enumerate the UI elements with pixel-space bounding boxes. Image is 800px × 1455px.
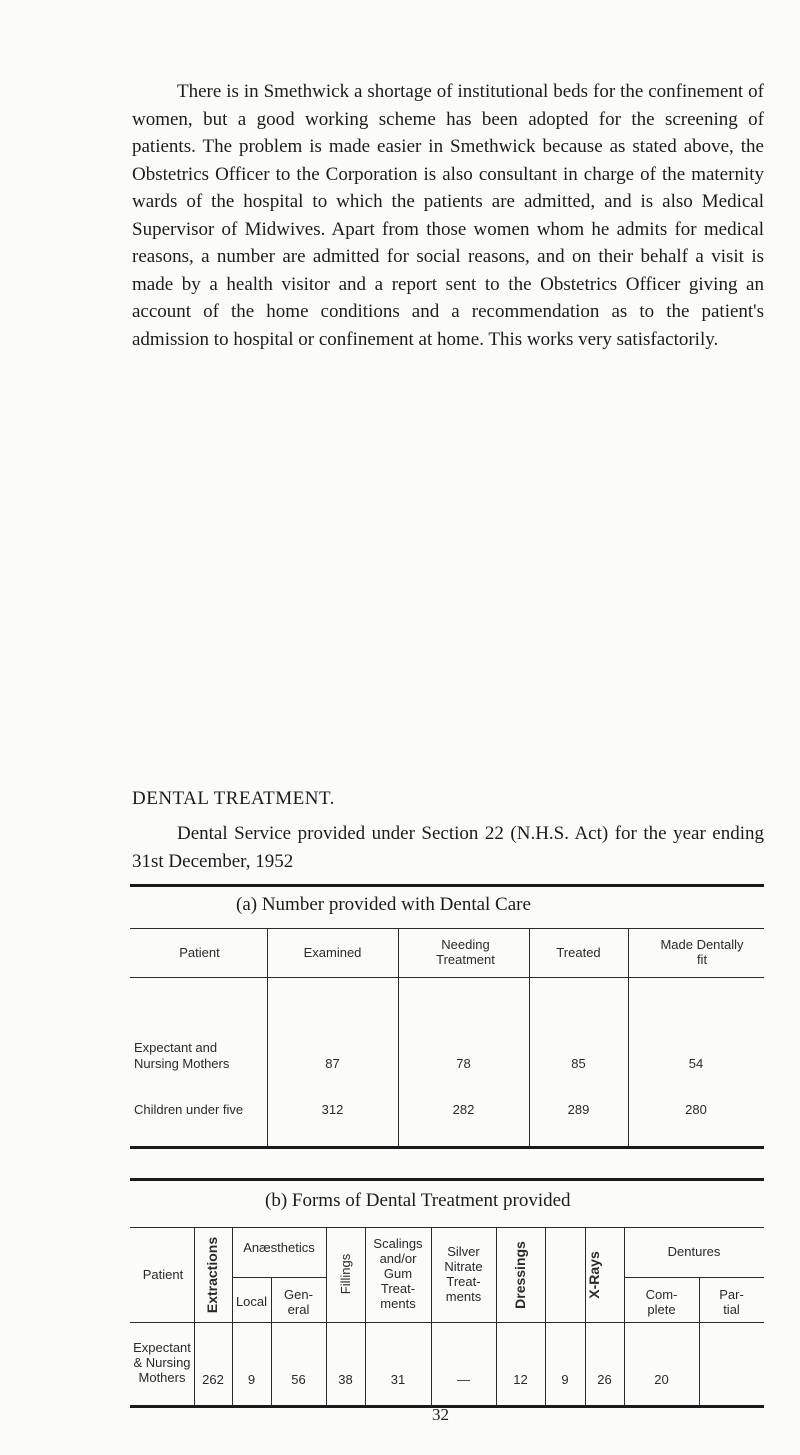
table-a-header-patient: Patient bbox=[179, 945, 220, 960]
table-a-row1-made-fit: 54 bbox=[688, 1056, 704, 1071]
table-b-header-complete-1: Com- bbox=[645, 1287, 678, 1302]
table-a-row1-examined: 87 bbox=[325, 1056, 340, 1071]
table-a-row1-treated: 85 bbox=[571, 1056, 586, 1071]
table-b-header-scalings-4: Treat- bbox=[380, 1281, 416, 1296]
table-b-row1-local: 9 bbox=[247, 1372, 256, 1387]
table-b-row1-patient-line3: Mothers bbox=[138, 1370, 186, 1385]
table-b-header-local: Local bbox=[235, 1294, 268, 1309]
table-a-row1-patient-line1: Expectant and bbox=[134, 1040, 218, 1055]
table-b-row1-fillings: 38 bbox=[338, 1372, 353, 1387]
table-b-header-silver-1: Silver bbox=[447, 1244, 480, 1259]
table-b-header-scalings-5: ments bbox=[380, 1296, 416, 1311]
table-b-top-rule bbox=[130, 1178, 764, 1181]
table-b-header-fillings: Fillings bbox=[338, 1253, 353, 1295]
table-b-header-silver-3: Treat- bbox=[446, 1274, 481, 1289]
table-a-row2-examined: 312 bbox=[321, 1102, 344, 1117]
table-a-header-made-fit: Made Dentally fit bbox=[660, 937, 744, 967]
table-b-header-complete-2: plete bbox=[647, 1302, 676, 1317]
table-a-header-treated: Treated bbox=[556, 945, 601, 960]
table-b-header-patient: Patient bbox=[142, 1267, 184, 1282]
table-a-top-rule bbox=[130, 884, 764, 887]
table-a-body-rule bbox=[130, 977, 764, 978]
table-b-header-partial-1: Par- bbox=[719, 1287, 744, 1302]
table-b-header-silver-2: Nitrate bbox=[444, 1259, 483, 1274]
table-b-row1-scalings: 31 bbox=[390, 1372, 406, 1387]
table-b-header-extractions: Extractions bbox=[204, 1236, 220, 1314]
service-line: Dental Service provided under Section 22 (N.H.S. Act) for the year ending 31st December, 1952 bbox=[132, 823, 764, 872]
table-b-body-rule bbox=[130, 1322, 764, 1323]
table-b-row1-silver: — bbox=[457, 1372, 470, 1387]
table-a-row2-made-fit: 280 bbox=[685, 1102, 707, 1117]
table-a-header-examined: Examined bbox=[303, 945, 362, 960]
table-a-row1-patient-line2: Nursing Mothers bbox=[134, 1056, 230, 1071]
table-b-row1-dressings: 12 bbox=[513, 1372, 528, 1387]
table-b-row1-complete: 26 bbox=[597, 1372, 612, 1387]
table-b-header-scalings-1: Scalings bbox=[373, 1236, 423, 1251]
table-b-row1-xrays: 9 bbox=[561, 1372, 569, 1387]
table-b-header-xrays: X-Rays bbox=[586, 1251, 602, 1299]
table-b-row1-patient-line2: & Nursing bbox=[133, 1355, 191, 1370]
table-b-header-general-1: Gen- bbox=[284, 1287, 313, 1302]
section-heading: DENTAL TREATMENT. bbox=[132, 788, 335, 809]
intro-paragraph: There is in Smethwick a shortage of institutional beds for the confinement of women, but a good working scheme has been adopted for the screening of patients. The problem is made easier in Smethwick because as stated above, the Obstetrics Officer to the Corporation is also consultant in charge of the maternity wards of the hospital to which the patients are admitted, and is also Medical Supervisor of Midwives. Apart from those women whom he admits for medical reasons, a number are admitted for social reasons, and on their behalf a visit is made by a health visitor and a report sent to the Obstetrics Officer giving an account of the home conditions and a recommendation as to the patient's admission to hospital or confinement at home. This works very satisfactorily. bbox=[132, 81, 764, 350]
table-b-row1-general: 56 bbox=[291, 1372, 306, 1387]
page-number: 32 bbox=[432, 1405, 449, 1424]
table-b-header-scalings-3: Gum bbox=[383, 1266, 413, 1281]
table-a-row2-patient: Children under five bbox=[134, 1102, 244, 1117]
table-a-row2-needing: 282 bbox=[452, 1102, 475, 1117]
table-b-caption: (b) Forms of Dental Treatment provided bbox=[265, 1190, 571, 1211]
table-b-header-silver-4: ments bbox=[445, 1289, 482, 1304]
table-a-header-needing: Needing Treatment bbox=[436, 937, 495, 967]
table-b-header-dentures: Dentures bbox=[667, 1244, 721, 1259]
table-b-header-anaesthetics: Anæsthetics bbox=[243, 1240, 315, 1255]
table-b-header-scalings-2: and/or bbox=[379, 1251, 417, 1266]
table-b-row1-partial: 20 bbox=[654, 1372, 669, 1387]
table-b-row1-extractions: 262 bbox=[202, 1372, 224, 1387]
table-b-header-dressings: Dressings bbox=[512, 1241, 528, 1309]
table-b-header-rule bbox=[130, 1227, 764, 1228]
table-b-header-general-2: eral bbox=[287, 1302, 310, 1317]
table-b-row1-patient-line1: Expectant bbox=[133, 1340, 191, 1355]
table-b-header-partial-2: tial bbox=[723, 1302, 740, 1317]
table-a-header-rule bbox=[130, 928, 764, 929]
table-a-caption: (a) Number provided with Dental Care bbox=[236, 894, 531, 915]
table-a-bottom-rule bbox=[130, 1146, 764, 1149]
table-a-row1-needing: 78 bbox=[456, 1056, 471, 1071]
table-a-row2-treated: 289 bbox=[567, 1102, 590, 1117]
